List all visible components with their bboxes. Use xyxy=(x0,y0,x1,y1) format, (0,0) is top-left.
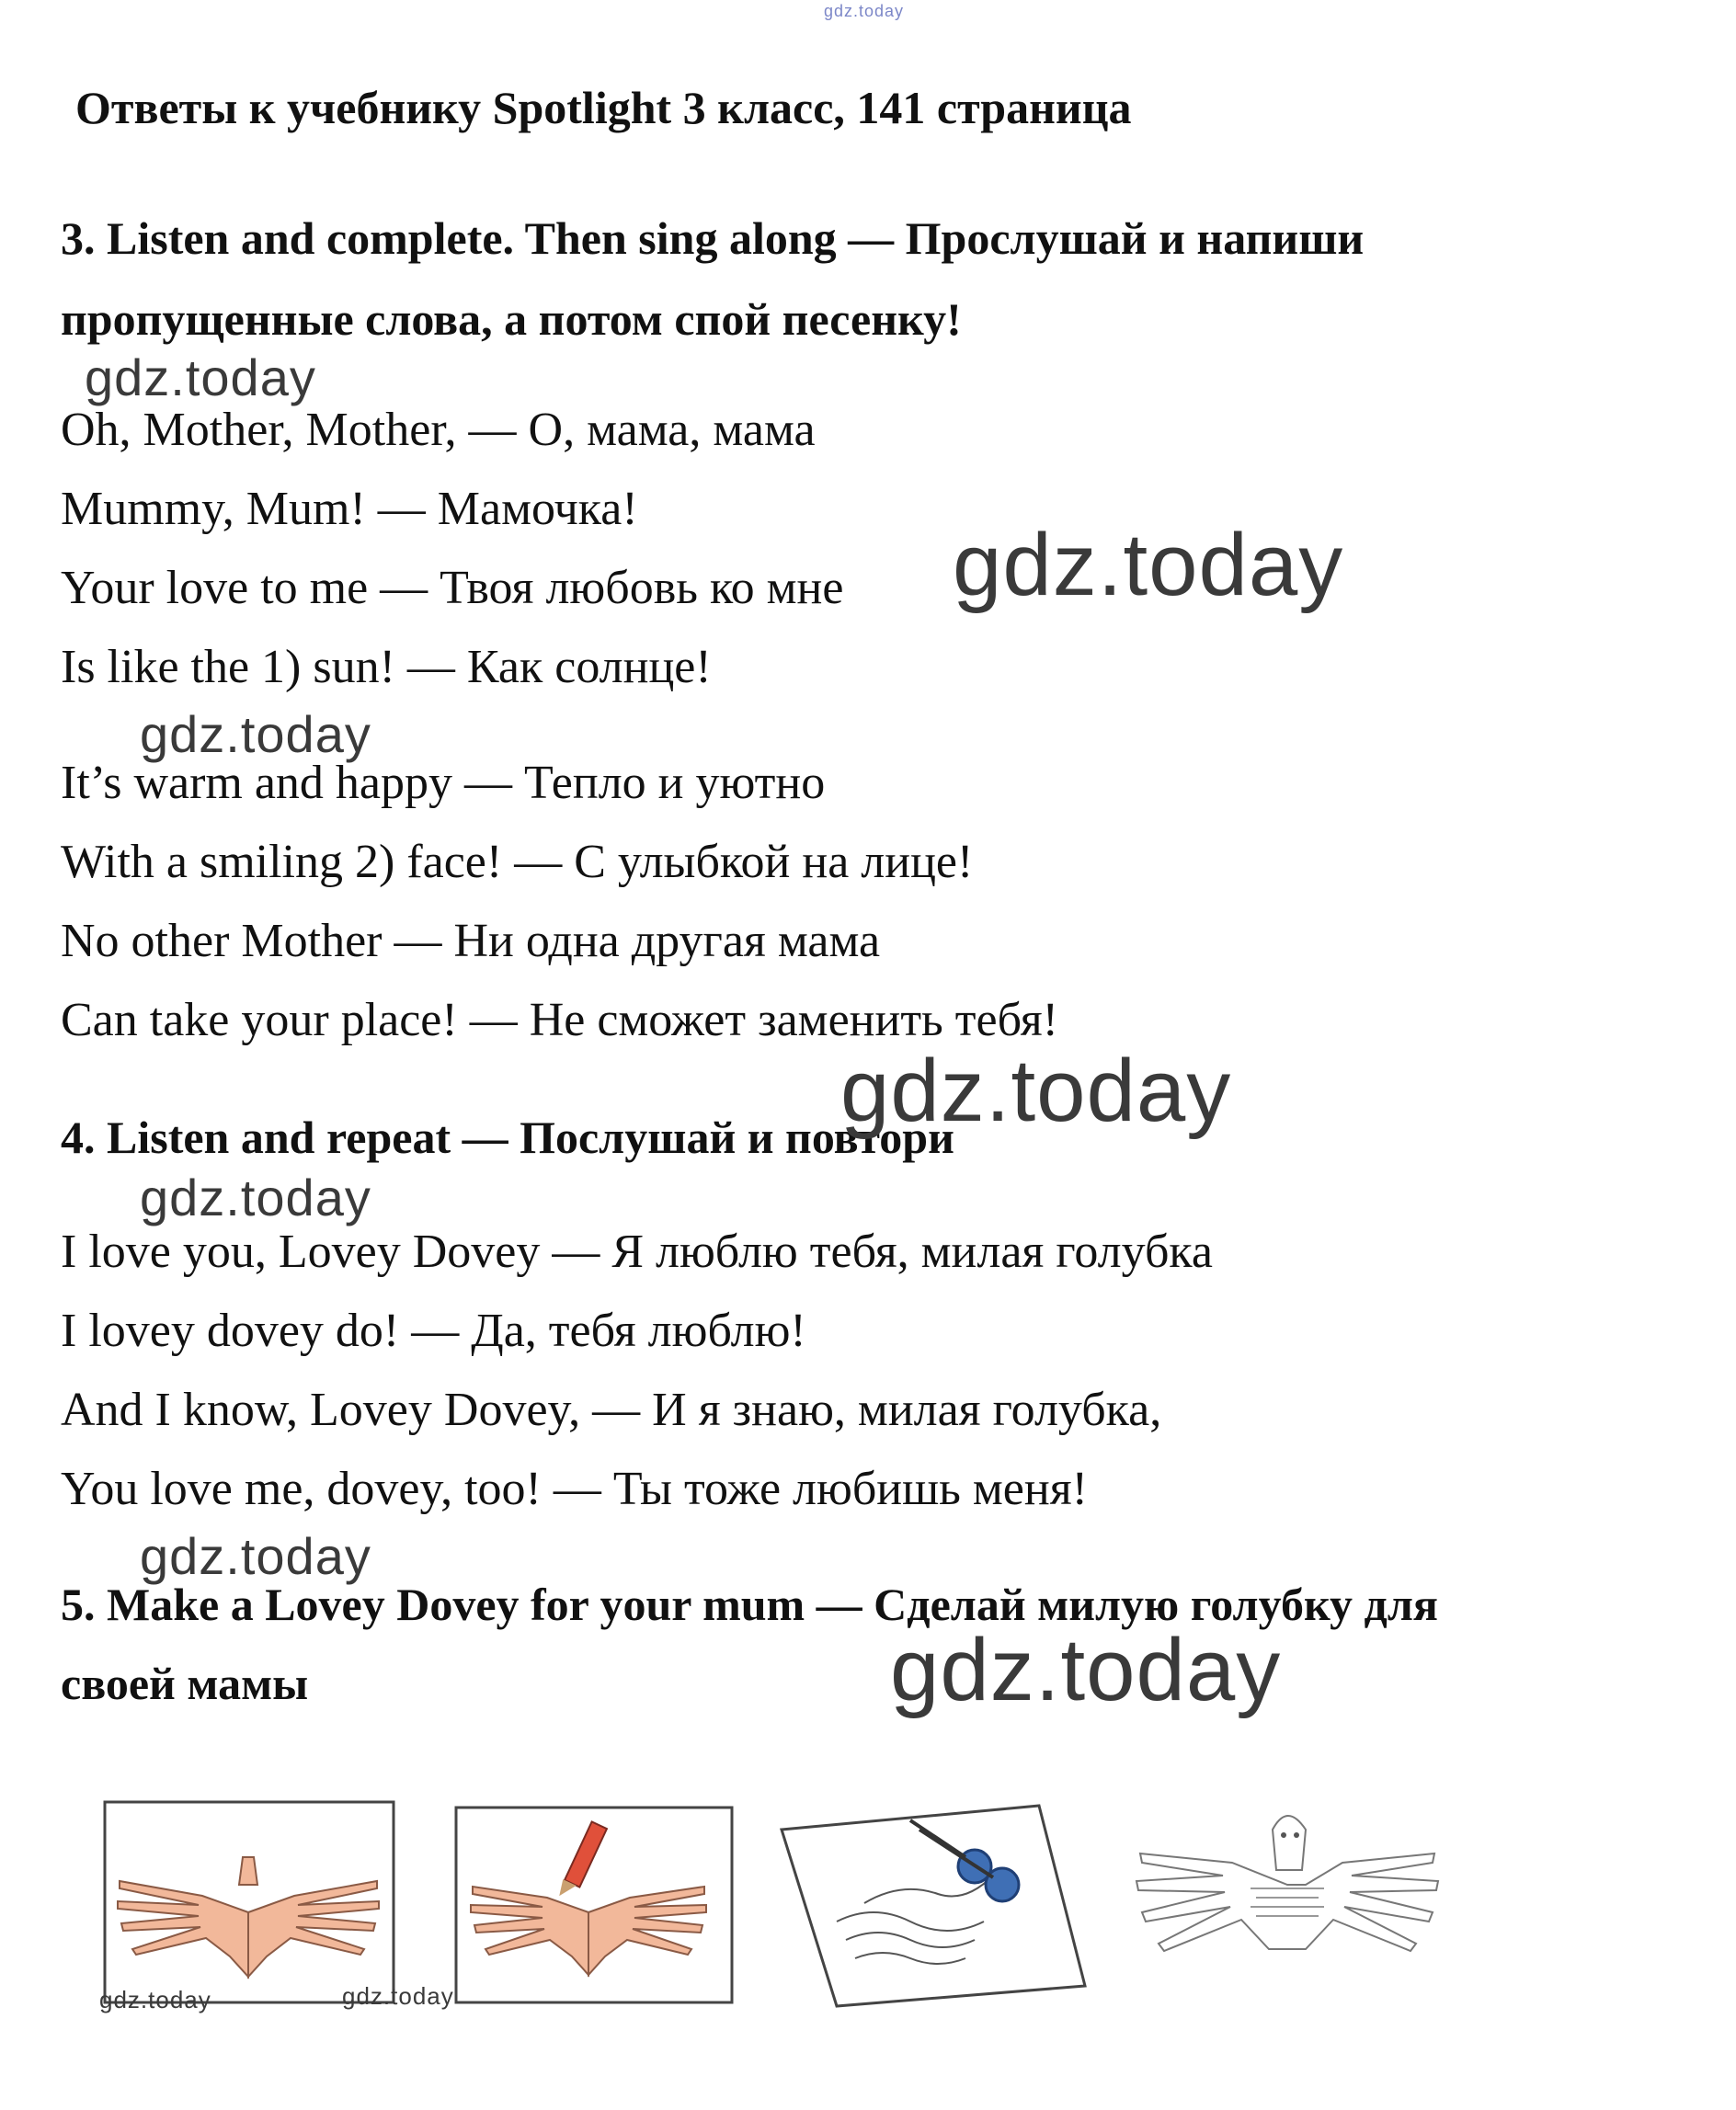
ex3-heading-line2: пропущенные слова, а потом спой песенку! xyxy=(61,293,962,345)
ex4-line: You love me, dovey, too! — Ты тоже любишь меня! xyxy=(61,1463,1088,1515)
watermark: gdz.today xyxy=(953,516,1344,614)
ex4-line: I lovey dovey do! — Да, тебя люблю! xyxy=(61,1305,806,1357)
finished-dove-illustration xyxy=(1122,1774,1471,1995)
watermark: gdz.today xyxy=(140,1169,371,1226)
ex3-line: Is like the 1) sun! — Как солнце! xyxy=(61,641,712,693)
ex3-heading-line1: 3. Listen and complete. Then sing along — Прослушай и напиши xyxy=(61,212,1365,264)
tracing-hands-illustration xyxy=(451,1802,745,2023)
ex3-line: No other Mother — Ни одна другая мама xyxy=(61,915,881,967)
page-title: Ответы к учебнику Spotlight 3 класс, 141 страница xyxy=(75,82,1132,133)
watermark: gdz.today xyxy=(140,1527,371,1585)
ex3-line: It’s warm and happy — Тепло и уютно xyxy=(61,757,826,809)
watermark: gdz.today xyxy=(140,705,371,763)
ex3-line: Mummy, Mum! — Мамочка! xyxy=(61,483,638,535)
watermark: gdz.today xyxy=(342,1982,454,2010)
ex3-line: With a smiling 2) face! — С улыбкой на лице! xyxy=(61,836,974,888)
watermark: gdz.today xyxy=(99,1986,211,2013)
ex4-heading: 4. Listen and repeat — Послушай и повтори xyxy=(61,1112,954,1163)
ex4-line: I love you, Lovey Dovey — Я люблю тебя, милая голубка xyxy=(61,1226,1213,1278)
ex4-line: And I know, Lovey Dovey, — И я знаю, милая голубка, xyxy=(61,1384,1162,1436)
ex3-line: Oh, Mother, Mother, — О, мама, мама xyxy=(61,404,816,456)
cutting-scissors-illustration xyxy=(772,1793,1113,2013)
ex3-line: Your love to me — Твоя любовь ко мне xyxy=(61,562,844,614)
watermark: gdz.today xyxy=(890,1621,1282,1719)
ex5-heading-line1: 5. Make a Lovey Dovey for your mum — Сделай милую голубку для xyxy=(61,1579,1438,1630)
ex5-heading-line2: своей мамы xyxy=(61,1658,309,1709)
watermark: gdz.today xyxy=(85,348,316,406)
watermark-top: gdz.today xyxy=(824,2,905,20)
ex3-line: Can take your place! — Не сможет заменить тебя! xyxy=(61,994,1058,1046)
pencil-icon xyxy=(556,1821,607,1900)
watermark: gdz.today xyxy=(840,1042,1232,1140)
